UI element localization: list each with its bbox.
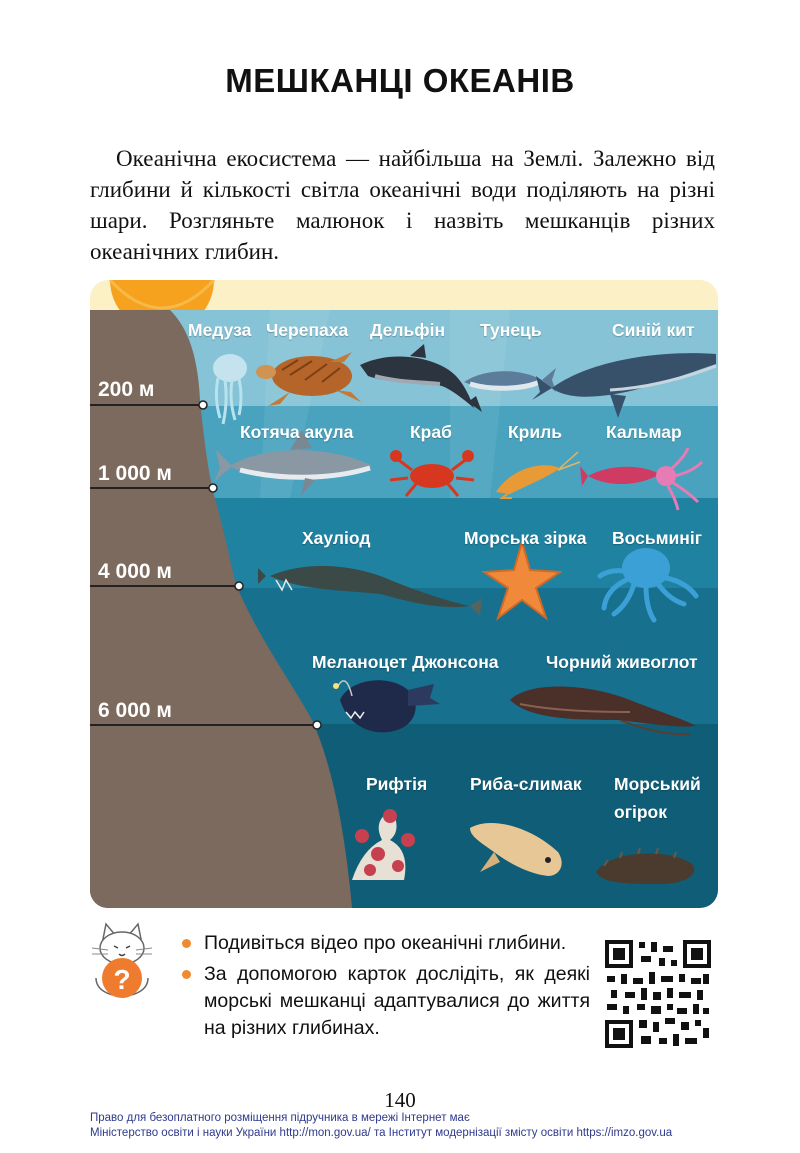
label-sea-cucumber-2: огірок xyxy=(614,802,667,822)
depth-label-1000: 1 000 м xyxy=(98,462,172,485)
page-number: 140 xyxy=(384,1088,416,1112)
bullet-dot-icon xyxy=(182,939,191,948)
footer-line-1: Право для безоплатного розміщення підручника в мережі Інтернет має xyxy=(90,1112,470,1124)
svg-text:?: ? xyxy=(113,964,131,995)
label-krill: Криль xyxy=(508,422,563,442)
label-tuna: Тунець xyxy=(480,320,542,340)
depth-label-4000: 4 000 м xyxy=(98,560,172,583)
depth-label-200: 200 м xyxy=(98,378,155,401)
label-jellyfish: Медуза xyxy=(188,320,252,340)
label-turtle: Черепаха xyxy=(266,320,349,340)
task-item xyxy=(180,961,590,1042)
task-item xyxy=(180,930,590,957)
label-sea-cucumber-1: Морський xyxy=(614,774,701,794)
label-viperfish: Хауліод xyxy=(302,528,371,548)
task-text: Подивіться відео про океанічні глибини. xyxy=(204,932,567,954)
footer xyxy=(90,1111,770,1141)
label-riftia: Рифтія xyxy=(366,774,428,794)
ocean-depth-diagram xyxy=(90,280,718,908)
label-dolphin: Дельфін xyxy=(370,320,446,340)
label-snailfish: Риба-слимак xyxy=(470,774,582,794)
label-starfish: Морська зірка xyxy=(464,528,587,548)
qr-code-icon[interactable] xyxy=(603,938,713,1050)
label-crab: Краб xyxy=(410,422,452,442)
label-catshark: Котяча акула xyxy=(240,422,354,442)
cat-mascot-icon xyxy=(88,918,156,1008)
label-black-swallower: Чорний живоглот xyxy=(546,652,698,672)
depth-label-6000: 6 000 м xyxy=(98,699,172,722)
bullet-dot-icon xyxy=(182,970,191,979)
label-blue-whale: Синій кит xyxy=(612,320,695,340)
task-text: За допомогою карток дослідіть, як деякі морські мешканці адаптувалися до життя на різних глибинах. xyxy=(204,963,590,1039)
task-list xyxy=(180,930,590,1046)
label-squid: Кальмар xyxy=(606,422,682,442)
label-octopus: Восьминіг xyxy=(612,528,703,548)
page-title: МЕШКАНЦІ ОКЕАНІВ xyxy=(225,62,575,99)
footer-line-2: Міністерство освіти і науки України http://mon.gov.ua/ та Інститут модернізації змісту освіти https://imzo.gov.ua xyxy=(90,1127,673,1139)
label-anglerfish: Меланоцет Джонсона xyxy=(312,652,499,672)
intro-paragraph: Океанічна екосистема — найбільша на Землі. Залежно від глибини й кількості світла океанічні води поділяють на різні шари. Розгляньте малюнок і назвіть мешканців різних океанічних глибин. xyxy=(90,146,715,264)
